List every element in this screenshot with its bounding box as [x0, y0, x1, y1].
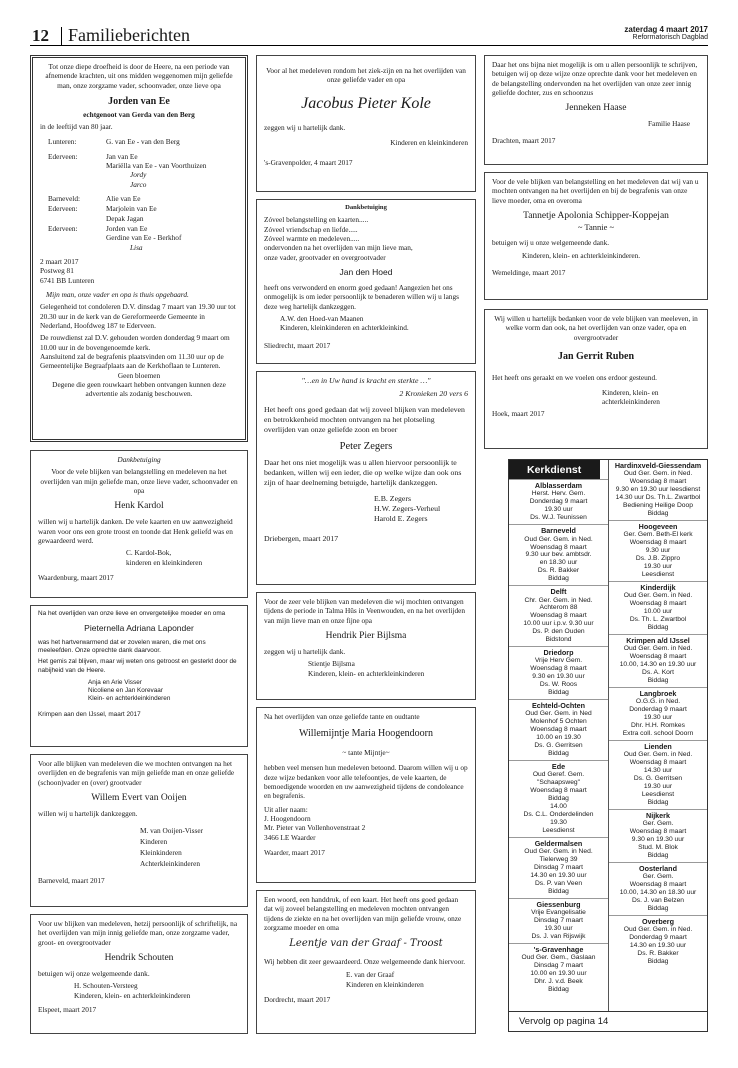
service-detail: Biddag	[647, 798, 669, 806]
notice-intro: Het heeft ons goed gedaan dat wij zoveel blijken van medeleven en betrokkenheid mochten ontvangen na het plotseling overlijden van onze geliefde zoon en broer	[264, 404, 465, 434]
service-detail: Ds. P. van Veen	[534, 879, 583, 887]
service-detail: 10.00, 14.30 en 18.30 uur	[619, 889, 697, 897]
notice-body: Het heeft ons geraakt en we voelen ons erdoor gesteund.	[492, 372, 657, 382]
service-detail: 14.30 en 19.30 uur	[629, 942, 687, 950]
service-detail: Biddag	[647, 510, 669, 518]
notice-body: hebben veel mensen hun medeleven betoond. Daarom willen wij u op deze wijze bedanken voor alle telefoontjes, de vele kaarten, de bemoedigende woorden en uw aanwezigheid tijdens de condoleance en begrafenis.	[264, 763, 468, 801]
church-services-left	[509, 479, 608, 996]
service-detail: Ds. C.L. Onderdelinden	[523, 810, 594, 818]
service-place: Kinderdijk	[640, 582, 676, 592]
continued-note: Vervolg op pagina 14	[509, 1011, 707, 1031]
service-detail: Woensdag 8 maart	[530, 787, 587, 795]
service-place: Geldermalsen	[534, 838, 583, 848]
service-detail: Oud Ger. Gem. in Ned.	[524, 848, 593, 856]
signatories: Kinderen en kleinkinderen	[390, 138, 468, 148]
service-barneveld	[509, 524, 608, 585]
notice-van-der-graaf	[256, 890, 476, 1034]
notice-place: Dordrecht, maart 2017	[264, 995, 331, 1005]
notice-intro: Voor al het medeleven rondom het ziek-zijn en na het overlijden van onze geliefde vader en opa	[266, 66, 466, 85]
service-detail: Woensdag 8 maart	[629, 828, 687, 836]
service-detail: Tielerweg 39	[539, 856, 578, 864]
notice-intro: Wij willen u hartelijk bedanken voor de vele blijken van meeleven, in welke vorm dan ook, na het overlijden van onze vader, opa en overgrootvader	[494, 314, 698, 342]
service-detail: Extra coll. school Doorn	[622, 729, 694, 737]
church-services	[508, 459, 708, 1032]
service-detail: 10.00 en 19.30 uur	[530, 969, 587, 977]
service-place: Krimpen a/d IJssel	[626, 635, 690, 645]
service-overberg	[609, 915, 707, 968]
service-detail: Bidstond	[545, 636, 572, 644]
notice-body: was het hartverwarmend dat er zovelen waren, die met ons meeleefden. Onze oprechte dank daarvoor.	[38, 639, 206, 655]
notice-intro: Voor de zeer vele blijken van medeleven die wij mochten ontvangen tijdens de periode in Talma Hûs in Veenwouden, en na het overlijden van mijn lieve man en onze fijne opa	[264, 597, 466, 625]
service-detail: 14.30 uur	[643, 767, 673, 775]
service-detail: Ds. G. Gerritsen	[534, 742, 583, 750]
service-detail: Donderdag 9 maart	[529, 498, 588, 506]
signatories: A.W. den Hoed-van Maanen Kinderen, kleinkinderen en achterkleinkind.	[280, 313, 409, 333]
service-detail: Oud Ger. Gem. in Ned.	[524, 535, 593, 543]
page-header	[30, 24, 708, 46]
service-detail: 19.30 uur	[643, 563, 673, 571]
service-detail: Stud. M. Blok	[638, 843, 678, 851]
notice-place: Krimpen aan den IJssel, maart 2017	[38, 711, 141, 719]
service-detail: 19.30 uur	[544, 924, 573, 932]
service-detail: 10.00, 14.30 en 19.30 uur	[619, 661, 697, 669]
signatories: E. van der Graaf Kinderen en kleinkinderen	[346, 970, 424, 989]
service-kinderdijk	[609, 581, 707, 634]
service-detail: 9.30 uur	[645, 547, 671, 555]
notice-place: 's-Gravenpolder, 4 maart 2017	[264, 157, 353, 167]
service-detail: Woensdag 8 maart	[530, 726, 587, 734]
service-detail: Biddag	[548, 749, 569, 757]
service-hoogeveen	[609, 520, 707, 581]
service-alblasserdam	[509, 479, 608, 524]
service-detail: 10.00 uur i.p.v. 9.30 uur	[523, 620, 594, 628]
service-detail: Oud Geref. Gem.	[532, 771, 585, 779]
service-place: Langbroek	[639, 688, 677, 698]
notice-thanks: willen wij u hartelijk dankzeggen.	[38, 809, 138, 819]
service-detail: Woensdag 8 maart	[629, 539, 687, 547]
service-detail: Woensdag 8 maart	[629, 653, 687, 661]
notice-intro: Na het overlijden van onze lieve en onvergetelijke moeder en oma	[38, 610, 226, 617]
service-detail: Biddag	[647, 904, 669, 912]
notice-intro: Na het overlijden van onze geliefde tante en oudtante	[264, 712, 420, 721]
service-lienden	[609, 740, 707, 809]
service-detail: Woensdag 8 maart	[629, 881, 687, 889]
service-detail: Donderdag 9 maart	[629, 706, 687, 714]
notice-heading: Dankbetuiging	[345, 204, 387, 211]
notice-hoogendoorn	[256, 707, 476, 883]
family-entry: Lunteren: G. van Ee - van den Berg	[48, 137, 180, 147]
service-detail: Biddag	[548, 795, 569, 803]
service-detail: 14.30 uur Ds. Th.L. Zwartbol	[615, 494, 701, 502]
deceased-name: Hendrik Pier Bijlsma	[325, 630, 407, 641]
notice-thanks: zeggen wij u hartelijk dank.	[264, 123, 346, 133]
header-divider	[61, 27, 62, 45]
service-detail: Ds. P. den Ouden	[532, 628, 585, 636]
service-place: Overberg	[642, 916, 674, 926]
bible-reference: 2 Kronieken 20 vers 6	[399, 388, 468, 398]
service-detail: 10.00 en 19.30	[536, 734, 581, 742]
condolence-info: Gelegenheid tot condoleren D.V. dinsdag 7 maart van 19.30 uur tot 20.30 uur in de kerk van de Gereformeerde Gemeente in Nederland, Hoofdweg 187 te Ederveen.	[40, 302, 236, 331]
spouse-line: echtgenoot van Gerda van den Berg	[83, 109, 195, 119]
service-detail: Ds. G. Gerritsen	[633, 775, 683, 783]
service-detail: Woensdag 8 maart	[530, 612, 587, 620]
service-nijkerk	[609, 809, 707, 862]
service-detail: 19.30	[550, 818, 567, 826]
service-detail: Woensdag 8 maart	[530, 665, 587, 673]
notice-thanks: betuigen wij u onze welgemeende dank.	[492, 238, 610, 248]
service-detail: Biddag	[548, 887, 569, 895]
service-oosterland	[609, 862, 707, 915]
service-detail: Leesdienst	[542, 826, 575, 834]
service-detail: 9.30 en 19.30 uur	[631, 836, 685, 844]
service-place: Barneveld	[541, 526, 576, 536]
notice-intro: Voor alle blijken van medeleven die we mochten ontvangen na het overlijden en de begrafenis van mijn geliefde man en onze geliefde (schoon)vader en (over) grootvader	[38, 759, 235, 787]
service-detail: "Schaapsweg"	[536, 779, 581, 787]
signatories: Uit aller naam: J. Hoogendoorn Mr. Pieter van Vollenhovenstraat 2 3466 LE Waarder	[264, 804, 366, 842]
deceased-name: Willem Evert van Ooijen	[91, 792, 187, 803]
service-detail: Oud Ger. Gem. in Ned.	[623, 926, 693, 934]
flowers-line: Geen bloemen	[117, 370, 161, 380]
service-detail: en 18.30 uur	[539, 559, 578, 567]
nickname: ~ Tannie ~	[577, 222, 615, 233]
service-detail: Oud Ger. Gem. in Ned.	[623, 470, 693, 478]
nickname: ~ tante Mijntje~	[342, 748, 390, 758]
family-entry: Ederveen: Jan van Ee Mariëlla van Ee - van Voorthuizen Jordy Jarco	[48, 151, 207, 189]
page-number: 12	[32, 26, 49, 45]
notice-place: Driebergen, maart 2017	[264, 534, 339, 544]
quote-line: Mijn man, onze vader en opa is thuis opgebaard.	[46, 290, 189, 300]
service-place: Oosterland	[639, 863, 677, 873]
service-detail: O.G.G. in Ned.	[635, 698, 681, 706]
service-geldermalsen	[509, 837, 608, 898]
notice-kole	[256, 55, 476, 192]
closing-line: Degene die geen rouwkaart hebben ontvangen kunnen deze advertentie als zodanig beschouwen.	[52, 379, 226, 399]
service-detail: Biddag	[548, 575, 569, 583]
service-driedorp	[509, 646, 608, 699]
notice-schipper	[484, 172, 708, 300]
service-echteld-ochten	[509, 699, 608, 760]
deceased-name: Leentje van der Graaf - Troost	[289, 938, 443, 950]
notice-body-2: Het gemis zal blijven, maar wij weten ons getroost en gesterkt door de nabijheid van de Heere.	[38, 658, 237, 674]
notice-place: Wemeldinge, maart 2017	[492, 267, 566, 277]
service-giessenburg	[509, 898, 608, 943]
service-detail: Leesdienst	[641, 790, 675, 798]
deceased-name: Jorden van Ee	[108, 95, 170, 107]
notice-laponder	[30, 605, 248, 747]
header-dateline	[624, 25, 708, 41]
service-detail: Woensdag 8 maart	[530, 543, 587, 551]
service-place: Alblasserdam	[534, 481, 583, 490]
notice-intro: Een woord, een handdruk, of een kaart. Het heeft ons goed gedaan dat wij zoveel belangstelling en medeleven mochten ontvangen tijdens de ziekte en na het overlijden van mijn geliefde vrouw, onze zorgzame moeder en oma	[264, 895, 462, 932]
service-detail: Biddag	[548, 689, 569, 697]
deceased-name: Jenneken Haase	[565, 103, 627, 114]
signatories: Kinderen, klein- en achterkleinkinderen	[602, 388, 660, 407]
service-detail: Woensdag 8 maart	[629, 478, 687, 486]
bible-verse: "…en in Uw hand is kracht en sterkte …"	[301, 376, 431, 385]
family-entry: Ederveen: Jorden van Ee Gerdine van Ee - Berkhof Lisa	[48, 224, 182, 252]
service-detail: Ds. J. van Rijswijk	[531, 932, 586, 940]
service-detail: Ger. Gem. Beth-El kerk	[623, 531, 693, 539]
service-hardinxveld-giessendam	[609, 460, 707, 520]
address-block: 2 maart 2017 Postweg 81 6741 BB Lunteren	[40, 257, 95, 285]
service-detail: 9.30 uur bev. ambtsdr.	[525, 551, 592, 559]
family-entry: Barneveld: Alie van Ee	[48, 194, 141, 204]
service-place: Hardinxveld-Giessendam	[614, 461, 702, 470]
service-place: Ede	[551, 761, 566, 771]
service-detail: Oud Ger. Gem. in Ned.	[623, 592, 693, 600]
family-list	[48, 137, 238, 252]
service-info: De rouwdienst zal D.V. gehouden worden donderdag 9 maart om 10.00 uur in de bovengenoemde kerk.	[40, 333, 230, 352]
signatories: E.B. Zegers H.W. Zegers-Verheul Harold E. Zegers	[374, 494, 441, 524]
service-detail: Dinsdag 7 maart	[533, 863, 584, 871]
service-detail: Ds. R. Bakker	[637, 949, 679, 957]
church-services-right	[609, 460, 707, 968]
service-detail: Donderdag 9 maart	[629, 934, 687, 942]
notice-place: Drachten, maart 2017	[492, 135, 556, 145]
notice-lines: Zóveel belangstelling en kaarten..... Zóveel vriendschap en liefde..... Zóveel warmte en medeleven..... ondervonden na het overlijden van mijn lieve man, onze vader, grootvader en overgrootvader	[264, 215, 413, 262]
deceased-name: Jan den Hoed	[339, 267, 393, 278]
service-detail: Biddag	[647, 851, 669, 859]
service-delft	[509, 585, 608, 646]
notice-place: Waardenburg, maart 2017	[38, 573, 114, 583]
notice-thanks: betuigen wij onze welgemeende dank.	[38, 969, 150, 979]
service-detail: Chr. Ger. Gem. in Ned.	[524, 596, 593, 604]
service-detail: Woensdag 8 maart	[629, 600, 687, 608]
issue-date: zaterdag 4 maart 2017	[624, 25, 708, 34]
service-detail: 19.30 uur	[643, 714, 673, 722]
church-services-title: Kerkdienst	[509, 460, 600, 479]
service-place: Echteld-Ochten	[531, 700, 586, 710]
notice-place: Hoek, maart 2017	[492, 408, 545, 418]
notice-place: Waarder, maart 2017	[264, 848, 325, 858]
notice-body: heeft ons verwonderd en enorm goed gedaan! Aangezien het ons onmogelijk is om ieder persoonlijk te benaderen willen wij u langs deze weg hartelijk dankzeggen.	[264, 282, 459, 311]
service-detail: 9.30 en 19.30 uur leesdienst	[615, 486, 701, 494]
notice-intro: Daar het ons bijna niet mogelijk is om u allen persoonlijk te schrijven, betuigen wij op deze wijze onze oprechte dank voor het medeleven en de belangstelling ondervonden na het overlijden van onze zeer innig geliefde dochter, zus en schoonzus	[492, 60, 698, 97]
notice-intro: Voor de vele blijken van belangstelling en het medeleven dat wij van u mochten ontvangen na het overlijden en bij de begrafenis van onze lieve moeder, oma en overoma	[492, 177, 699, 205]
service-detail: Ger. Gem.	[642, 873, 674, 881]
service-detail: Dhr. J. v.d. Beek	[534, 977, 583, 985]
service-detail: Biddag	[647, 957, 669, 965]
service-detail: Leesdienst	[641, 570, 675, 578]
service-detail: Bediening Heilige Doop	[623, 502, 693, 510]
notice-ruben	[484, 309, 708, 449]
notice-bijlsma	[256, 592, 476, 700]
deceased-name: Peter Zegers	[339, 440, 393, 452]
service-detail: Vrije Herv Gem.	[534, 657, 583, 665]
deceased-name: Jacobus Pieter Kole	[301, 94, 431, 112]
notice-intro: Voor de vele blijken van belangstelling en medeleven na het overlijden van mijn geliefde man, onze lieve vader, schoonvader en opa	[40, 467, 238, 495]
service-detail: Oud Ger. Gem. in Ned.	[623, 751, 693, 759]
notice-intro: Voor uw blijken van medeleven, hetzij persoonlijk of schriftelijk, na het overlijden van mijn innig geliefde man, onze zorgzame vader, groot- en overgrootvader	[38, 919, 238, 947]
service-detail: 19.30 uur	[643, 783, 673, 790]
service-detail: Ds. J.B. Zippro	[635, 555, 681, 563]
notice-jorden-van-ee	[30, 55, 248, 442]
service-place: Delft	[550, 587, 567, 597]
notice-schouten	[30, 914, 248, 1034]
service-detail: 14.30 en 19.30 uur	[530, 871, 587, 879]
signatories: C. Kardol-Bok, kinderen en kleinkinderen	[126, 548, 203, 567]
service-s-gravenhage	[509, 943, 608, 996]
service-detail: Ds. J. van Belzen	[631, 896, 685, 904]
service-detail: Ger. Gem.	[642, 820, 674, 828]
service-detail: Ds. A. Kort	[642, 669, 674, 677]
service-place: Driedorp	[543, 647, 574, 657]
service-detail: Ds. Th. L. Zwartbol	[629, 616, 687, 624]
age-line: in de leeftijd van 80 jaar.	[40, 122, 113, 132]
notice-heading: Dankbetuiging	[117, 455, 161, 464]
signatories: Kinderen, klein- en achterkleinkinderen.	[522, 251, 641, 261]
notice-van-ooijen	[30, 754, 248, 907]
service-krimpen-a-d-ijssel	[609, 634, 707, 687]
deceased-name: Hendrik Schouten	[104, 952, 174, 963]
signatories: M. van Ooijen-Visser Kinderen Kleinkinderen Achterkleinkinderen	[140, 826, 203, 869]
service-place: 's-Gravenhage	[533, 944, 584, 954]
notice-thanks: zeggen wij u hartelijk dank.	[264, 647, 346, 657]
burial-info: Aansluitend zal de begrafenis plaatsvinden om 11.30 uur op de Gemeentelijke Begraafplaats aan de Kerkhoflaan te Lunteren.	[40, 352, 224, 371]
notice-haase	[484, 55, 708, 165]
service-detail: 14.00	[550, 803, 567, 810]
signatories: H. Schouten-Versteeg Kinderen, klein- en achterkleinkinderen	[74, 981, 191, 1000]
signatories: Anja en Arie Visser Nicoliene en Jan Korevaar Klein- en achterkleinkinderen	[88, 678, 171, 703]
service-detail: Oud Ger. Gem. in Ned	[525, 710, 592, 718]
deceased-name: Willemijntje Maria Hoogendoorn	[298, 728, 433, 740]
signatories: Familie Haase	[648, 119, 690, 129]
service-detail: 9.30 en 19.30 uur	[532, 673, 585, 681]
deceased-name: Jan Gerrit Ruben	[557, 350, 635, 362]
service-detail: Ds. W.J. Teunissen	[530, 514, 587, 522]
notice-den-hoed	[256, 199, 476, 364]
notice-place: Sliedrecht, maart 2017	[264, 340, 331, 350]
service-detail: Biddag	[548, 985, 569, 993]
deceased-name: Pieternella Adriana Laponder	[84, 623, 194, 634]
notice-body: willen wij u hartelijk danken. De vele kaarten en uw aanwezigheid waren voor ons een grote troost en toonde dat Henk geliefd was en gewaardeerd werd.	[38, 517, 233, 546]
service-detail: Woensdag 8 maart	[629, 759, 687, 767]
notice-place: Elspeet, maart 2017	[38, 1005, 97, 1015]
notice-body: Daar het ons niet mogelijk was u allen hiervoor persoonlijk te bedanken, willen wij een ieder, die op welke wijze dan ook ons zijn of haar deelneming betuigde, hartelijk dankzeggen.	[264, 458, 462, 488]
service-detail: Biddag	[647, 676, 669, 684]
notice-intro: Tot onze diepe droefheid is door de Heere, na een periode van afnemende krachten, uit ons midden weggenomen mijn geliefde man, onze zorgzame vader, schoonvader, onze lieve opa	[45, 62, 233, 90]
service-detail: 19.30 uur	[544, 506, 573, 514]
service-detail: Biddag	[647, 623, 669, 631]
service-detail: Ds. R. Bakker	[537, 567, 580, 575]
service-detail: Oud Ger. Gem. in Ned.	[623, 645, 693, 653]
service-detail: Vrije Evangelisatie	[531, 909, 586, 917]
service-detail: Oud Ger. Gem., Gaslaan	[521, 954, 596, 962]
notice-place: Barneveld, maart 2017	[38, 876, 105, 886]
family-entry: Ederveen: Marjolein van Ee Depak Jagan	[48, 204, 157, 223]
service-detail: 10.00 uur	[643, 608, 673, 616]
newspaper-name: Reformatorisch Dagblad	[632, 34, 708, 41]
notice-henk-kardol	[30, 450, 248, 598]
service-place: Nijkerk	[646, 810, 670, 820]
service-detail: Molenhof 5 Ochten	[530, 718, 587, 726]
service-detail: Dinsdag 7 maart	[533, 962, 584, 970]
deceased-name: Tannetje Apolonia Schipper-Koppejan	[523, 210, 669, 221]
service-detail: Achterom 88	[539, 604, 578, 612]
service-detail: Herst. Herv. Gem.	[531, 490, 586, 498]
service-detail: Ds. W. Roos	[539, 681, 578, 689]
signatories: Stientje Bijlsma Kinderen, klein- en achterkleinkinderen	[308, 659, 425, 678]
service-detail: Dinsdag 7 maart	[533, 916, 584, 924]
page-title: Familieberichten	[68, 25, 190, 45]
service-detail: Dhr. H.H. Romkes	[631, 722, 685, 730]
notice-zegers	[256, 371, 476, 585]
service-place: Lienden	[644, 741, 672, 751]
service-ede	[509, 760, 608, 837]
deceased-name: Henk Kardol	[114, 501, 164, 512]
service-langbroek	[609, 687, 707, 740]
notice-body: Wij hebben dit zeer gewaardeerd. Onze welgemeende dank hiervoor.	[264, 957, 466, 967]
service-place: Hoogeveen	[638, 521, 678, 531]
service-place: Giessenburg	[536, 899, 581, 909]
